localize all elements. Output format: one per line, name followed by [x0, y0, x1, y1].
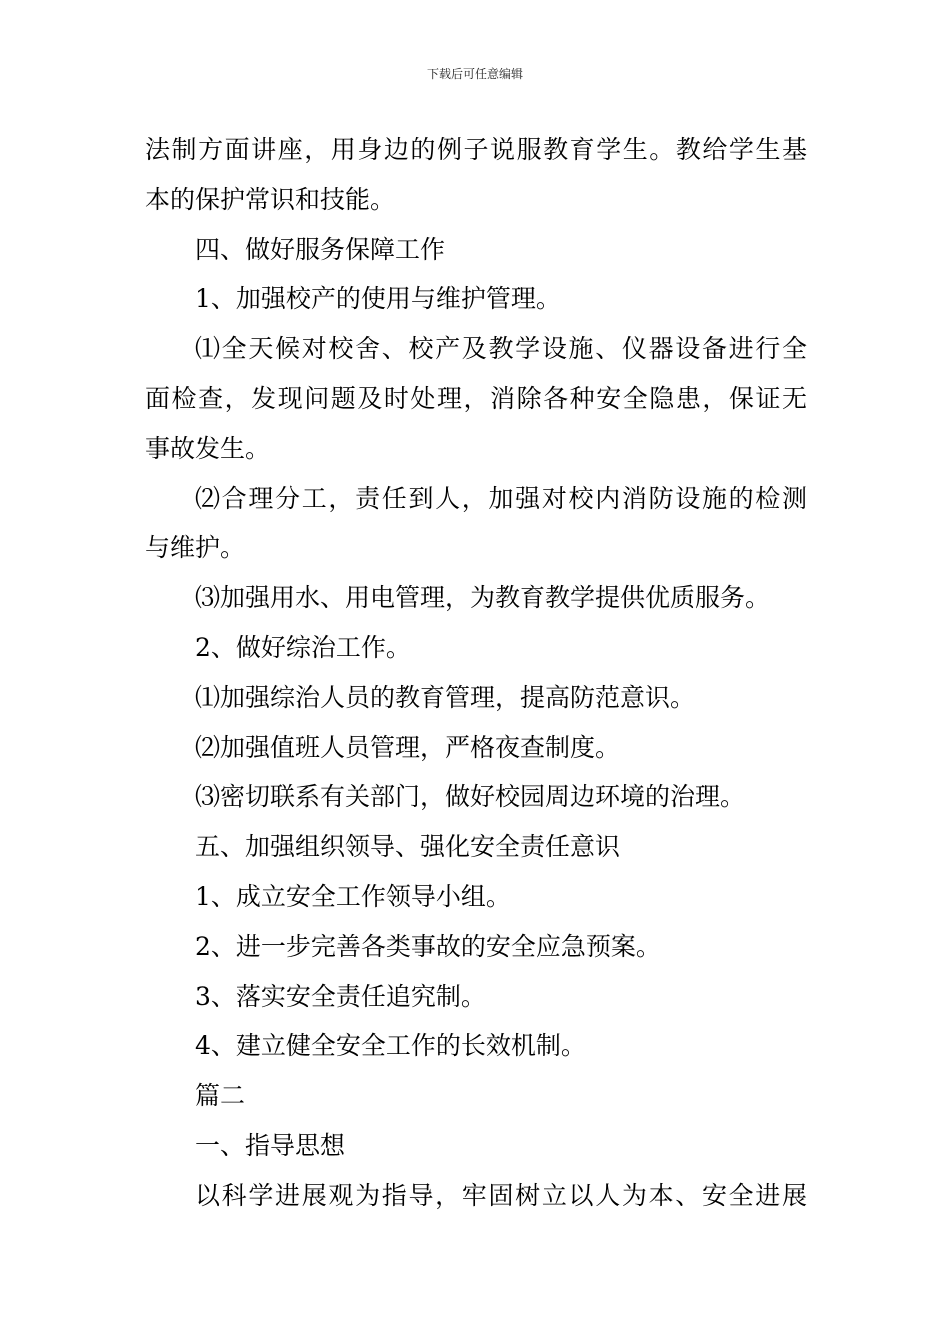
text-line: 以科学进展观为指导，牢固树立以人为本、安全进展 [195, 1180, 807, 1210]
text-line: 3、落实安全责任追究制。 [195, 981, 486, 1011]
text-line: ⑶加强用水、用电管理，为教育教学提供优质服务。 [195, 583, 771, 613]
page-header: 下载后可任意编辑 [426, 67, 523, 81]
text-line: 4、建立健全安全工作的长效机制。 [195, 1031, 586, 1061]
text-line: 1、加强校产的使用与维护管理。 [195, 284, 561, 314]
text-line: ⑴全天候对校舍、校产及教学设施、仪器设备进行全 [195, 334, 807, 364]
document-body [145, 125, 807, 1221]
text-line: 事故发生。 [145, 433, 271, 463]
text-line: ⑴加强综治人员的教育管理，提高防范意识。 [195, 682, 696, 712]
text-line: 法制方面讲座，用身边的例子说服教育学生。教给学生基 [145, 135, 807, 164]
text-line: 一、指导思想 [195, 1130, 346, 1160]
text-line: 2、做好综治工作。 [195, 632, 411, 662]
text-line: 五、加强组织领导、强化安全责任意识 [195, 832, 621, 862]
text-line: 面检查，发现问题及时处理，消除各种安全隐患，保证无 [145, 383, 807, 413]
text-line: 本的保护常识和技能。 [145, 184, 396, 214]
text-line: ⑵合理分工，责任到人，加强对校内消防设施的检测 [195, 483, 807, 513]
text-line: 2、进一步完善各类事故的安全应急预案。 [195, 931, 661, 961]
text-line: ⑶密切联系有关部门，做好校园周边环境的治理。 [195, 782, 746, 812]
text-line: 1、成立安全工作领导小组。 [195, 881, 511, 911]
text-line: ⑵加强值班人员管理，严格夜查制度。 [195, 732, 621, 762]
text-line: 与维护。 [145, 533, 246, 563]
text-line: 篇二 [195, 1081, 246, 1111]
text-line: 四、做好服务保障工作 [195, 234, 446, 264]
